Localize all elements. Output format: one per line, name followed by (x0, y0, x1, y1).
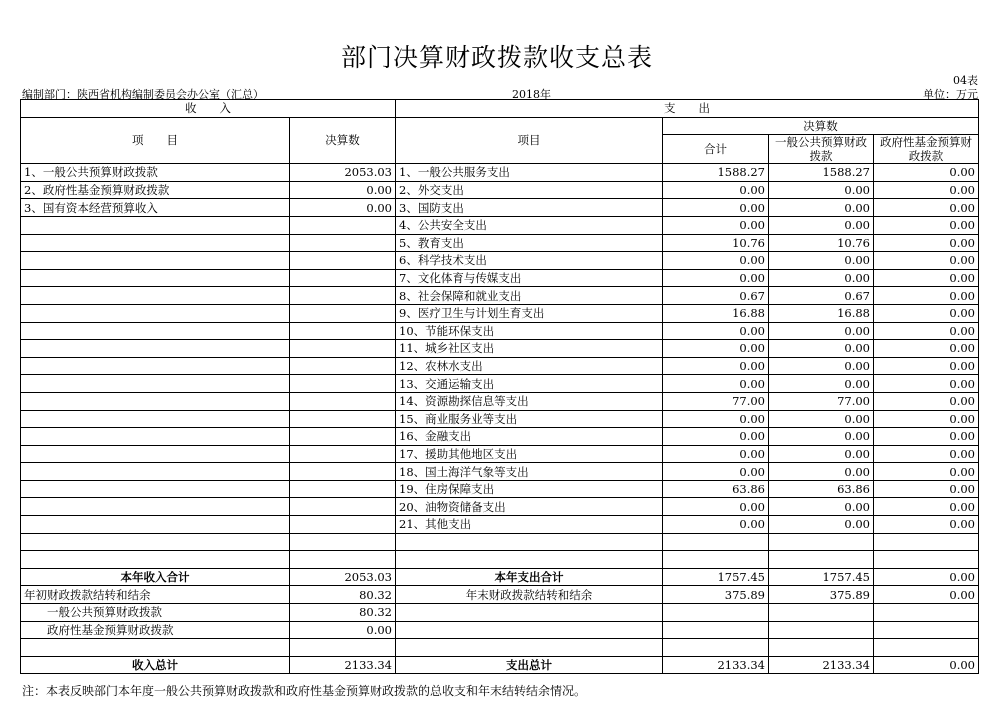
empty-cell (21, 375, 290, 393)
expense-item: 8、社会保障和就业支出 (396, 287, 663, 305)
empty-cell (290, 428, 396, 446)
empty-cell (874, 604, 979, 622)
expense-general: 0.00 (769, 428, 874, 446)
department-label: 编制部门：陕西省机构编制委员会办公室（汇总） (22, 88, 264, 101)
empty-cell (21, 357, 290, 375)
expense-fund: 0.00 (874, 304, 979, 322)
empty-cell (290, 357, 396, 375)
income-total-label: 本年收入合计 (21, 568, 290, 586)
expense-item: 18、国土海洋气象等支出 (396, 463, 663, 481)
expense-general: 16.88 (769, 304, 874, 322)
empty-cell (769, 551, 874, 569)
empty-cell (21, 428, 290, 446)
expense-general: 0.00 (769, 498, 874, 516)
table-row (21, 357, 979, 375)
empty-cell (396, 604, 663, 622)
grand-expense-general: 2133.34 (769, 656, 874, 674)
expense-fund: 0.00 (874, 252, 979, 270)
finance-table (20, 99, 979, 674)
income-item-header: 项 目 (21, 117, 290, 164)
expense-item: 1、一般公共服务支出 (396, 164, 663, 182)
expense-item: 19、住房保障支出 (396, 480, 663, 498)
empty-cell (290, 322, 396, 340)
empty-cell (21, 392, 290, 410)
blank-row (21, 551, 979, 569)
carry-in-fund-label: 政府性基金预算财政拨款 (21, 621, 290, 639)
expense-total: 0.00 (663, 410, 769, 428)
expense-general: 0.00 (769, 357, 874, 375)
expense-item: 21、其他支出 (396, 516, 663, 534)
expense-item: 12、农林水支出 (396, 357, 663, 375)
income-item: 1、一般公共预算财政拨款 (21, 164, 290, 182)
empty-cell (290, 216, 396, 234)
footnote: 注：本表反映部门本年度一般公共预算财政拨款和政府性基金预算财政拨款的总收支和年末结转结余情况。 (22, 684, 587, 698)
income-total: 2053.03 (290, 568, 396, 586)
expense-fund: 0.00 (874, 480, 979, 498)
expense-item: 9、医疗卫生与计划生育支出 (396, 304, 663, 322)
expense-general: 0.00 (769, 199, 874, 217)
expense-fund: 0.00 (874, 410, 979, 428)
expense-item: 3、国防支出 (396, 199, 663, 217)
expense-total: 0.00 (663, 199, 769, 217)
expense-total: 0.00 (663, 269, 769, 287)
table-row (21, 445, 979, 463)
table-row (21, 516, 979, 534)
carry-in-general-label: 一般公共预算财政拨款 (21, 604, 290, 622)
income-value: 2053.03 (290, 164, 396, 182)
table-row (21, 463, 979, 481)
empty-cell (21, 480, 290, 498)
summary-row (21, 639, 979, 657)
expense-total: 16.88 (663, 304, 769, 322)
table-row (21, 322, 979, 340)
table-row (21, 410, 979, 428)
expense-fund: 0.00 (874, 463, 979, 481)
empty-cell (21, 639, 290, 657)
expense-fund: 0.00 (874, 375, 979, 393)
grand-expense-value: 2133.34 (663, 656, 769, 674)
expense-fund: 0.00 (874, 216, 979, 234)
grand-income-label: 收入总计 (21, 656, 290, 674)
expense-fund: 0.00 (874, 428, 979, 446)
expense-fund: 0.00 (874, 164, 979, 182)
expense-total: 0.00 (663, 252, 769, 270)
income-header: 收 入 (21, 100, 396, 118)
carry-in-value: 80.32 (290, 586, 396, 604)
expense-general: 0.00 (769, 269, 874, 287)
empty-cell (396, 621, 663, 639)
table-row (21, 234, 979, 252)
year-label: 2018年 (512, 88, 551, 101)
expense-item: 10、节能环保支出 (396, 322, 663, 340)
expense-item: 6、科学技术支出 (396, 252, 663, 270)
expense-header: 支 出 (396, 100, 979, 118)
carry-in-label: 年初财政拨款结转和结余 (21, 586, 290, 604)
expense-item: 4、公共安全支出 (396, 216, 663, 234)
carry-out-label: 年末财政拨款结转和结余 (396, 586, 663, 604)
empty-cell (290, 533, 396, 551)
expense-item: 11、城乡社区支出 (396, 340, 663, 358)
expense-total-general: 1757.45 (769, 568, 874, 586)
expense-total: 0.00 (663, 516, 769, 534)
empty-cell (290, 234, 396, 252)
income-value: 0.00 (290, 181, 396, 199)
empty-cell (874, 533, 979, 551)
expense-fund: 0.00 (874, 392, 979, 410)
empty-cell (290, 551, 396, 569)
empty-cell (21, 304, 290, 322)
empty-cell (21, 463, 290, 481)
expense-general: 0.00 (769, 463, 874, 481)
expense-general: 0.00 (769, 322, 874, 340)
table-row (21, 252, 979, 270)
expense-total: 0.67 (663, 287, 769, 305)
expense-total-label: 本年支出合计 (396, 568, 663, 586)
expense-total: 77.00 (663, 392, 769, 410)
expense-item: 15、商业服务业等支出 (396, 410, 663, 428)
empty-cell (396, 551, 663, 569)
expense-general: 1588.27 (769, 164, 874, 182)
table-row (21, 199, 979, 217)
general-header: 一般公共预算财政拨款 (769, 135, 874, 164)
empty-cell (21, 234, 290, 252)
empty-cell (21, 516, 290, 534)
page-title: 部门决算财政拨款收支总表 (340, 43, 653, 72)
expense-general: 0.00 (769, 445, 874, 463)
grand-expense-fund: 0.00 (874, 656, 979, 674)
table-row (21, 287, 979, 305)
empty-cell (290, 269, 396, 287)
table-row (21, 304, 979, 322)
empty-cell (290, 375, 396, 393)
expense-fund: 0.00 (874, 269, 979, 287)
empty-cell (21, 340, 290, 358)
expense-fund: 0.00 (874, 199, 979, 217)
expense-total: 0.00 (663, 216, 769, 234)
expense-item: 17、援助其他地区支出 (396, 445, 663, 463)
empty-cell (290, 639, 396, 657)
total-header: 合计 (663, 135, 769, 164)
empty-cell (21, 445, 290, 463)
empty-cell (290, 445, 396, 463)
empty-cell (874, 551, 979, 569)
summary-row (21, 604, 979, 622)
income-item: 2、政府性基金预算财政拨款 (21, 181, 290, 199)
expense-fund: 0.00 (874, 234, 979, 252)
empty-cell (290, 304, 396, 322)
expense-general: 0.00 (769, 375, 874, 393)
expense-fund: 0.00 (874, 322, 979, 340)
expense-general: 0.00 (769, 252, 874, 270)
grand-expense-label: 支出总计 (396, 656, 663, 674)
expense-general: 63.86 (769, 480, 874, 498)
empty-cell (663, 533, 769, 551)
expense-item: 7、文化体育与传媒支出 (396, 269, 663, 287)
carry-out-fund: 0.00 (874, 586, 979, 604)
empty-cell (769, 639, 874, 657)
expense-total: 0.00 (663, 375, 769, 393)
summary-row (21, 568, 979, 586)
table-row (21, 216, 979, 234)
expense-total: 0.00 (663, 498, 769, 516)
table-row (21, 375, 979, 393)
expense-total: 0.00 (663, 445, 769, 463)
expense-fund: 0.00 (874, 498, 979, 516)
income-item: 3、国有资本经营预算收入 (21, 199, 290, 217)
expense-fund: 0.00 (874, 181, 979, 199)
expense-item: 14、资源勘探信息等支出 (396, 392, 663, 410)
empty-cell (290, 516, 396, 534)
expense-total: 0.00 (663, 463, 769, 481)
empty-cell (396, 639, 663, 657)
header-row-1 (21, 100, 979, 118)
empty-cell (663, 621, 769, 639)
summary-row (21, 621, 979, 639)
header-row-2 (21, 117, 979, 135)
expense-total: 63.86 (663, 480, 769, 498)
table-row (21, 269, 979, 287)
income-value: 0.00 (290, 199, 396, 217)
empty-cell (21, 322, 290, 340)
empty-cell (290, 480, 396, 498)
final-amount-header: 决算数 (663, 117, 979, 135)
expense-fund: 0.00 (874, 340, 979, 358)
empty-cell (663, 639, 769, 657)
empty-cell (21, 252, 290, 270)
expense-item: 16、金融支出 (396, 428, 663, 446)
expense-item: 13、交通运输支出 (396, 375, 663, 393)
table-row (21, 181, 979, 199)
blank-row (21, 533, 979, 551)
empty-cell (290, 340, 396, 358)
expense-item: 2、外交支出 (396, 181, 663, 199)
empty-cell (396, 533, 663, 551)
unit-label: 单位：万元 (923, 88, 978, 101)
table-row (21, 340, 979, 358)
carry-out-general: 375.89 (769, 586, 874, 604)
empty-cell (21, 287, 290, 305)
empty-cell (769, 621, 874, 639)
summary-row (21, 656, 979, 674)
empty-cell (21, 216, 290, 234)
expense-general: 77.00 (769, 392, 874, 410)
expense-total-sum: 1757.45 (663, 568, 769, 586)
expense-total: 0.00 (663, 428, 769, 446)
table-row (21, 164, 979, 182)
empty-cell (21, 410, 290, 428)
carry-out-value: 375.89 (663, 586, 769, 604)
form-number: 04表 (953, 74, 978, 87)
empty-cell (290, 498, 396, 516)
expense-total: 0.00 (663, 181, 769, 199)
empty-cell (21, 269, 290, 287)
expense-general: 0.00 (769, 410, 874, 428)
table-row (21, 498, 979, 516)
expense-total-fund: 0.00 (874, 568, 979, 586)
summary-row (21, 586, 979, 604)
expense-total: 1588.27 (663, 164, 769, 182)
expense-general: 10.76 (769, 234, 874, 252)
table-row (21, 480, 979, 498)
expense-general: 0.00 (769, 216, 874, 234)
table-row (21, 428, 979, 446)
expense-general: 0.00 (769, 516, 874, 534)
empty-cell (21, 498, 290, 516)
expense-fund: 0.00 (874, 357, 979, 375)
carry-in-fund-value: 0.00 (290, 621, 396, 639)
empty-cell (663, 551, 769, 569)
empty-cell (769, 604, 874, 622)
expense-item: 5、教育支出 (396, 234, 663, 252)
table-row (21, 392, 979, 410)
expense-general: 0.00 (769, 340, 874, 358)
expense-fund: 0.00 (874, 287, 979, 305)
expense-item-header: 项目 (396, 117, 663, 164)
expense-total: 10.76 (663, 234, 769, 252)
empty-cell (769, 533, 874, 551)
expense-total: 0.00 (663, 340, 769, 358)
expense-item: 20、油物资储备支出 (396, 498, 663, 516)
expense-fund: 0.00 (874, 445, 979, 463)
empty-cell (874, 639, 979, 657)
empty-cell (290, 410, 396, 428)
empty-cell (290, 392, 396, 410)
empty-cell (874, 621, 979, 639)
grand-income-value: 2133.34 (290, 656, 396, 674)
expense-fund: 0.00 (874, 516, 979, 534)
empty-cell (21, 533, 290, 551)
empty-cell (290, 287, 396, 305)
expense-total: 0.00 (663, 322, 769, 340)
fund-header: 政府性基金预算财政拨款 (874, 135, 979, 164)
income-amount-header: 决算数 (290, 117, 396, 164)
empty-cell (663, 604, 769, 622)
expense-general: 0.67 (769, 287, 874, 305)
empty-cell (21, 551, 290, 569)
carry-in-general-value: 80.32 (290, 604, 396, 622)
empty-cell (290, 252, 396, 270)
expense-total: 0.00 (663, 357, 769, 375)
expense-general: 0.00 (769, 181, 874, 199)
empty-cell (290, 463, 396, 481)
